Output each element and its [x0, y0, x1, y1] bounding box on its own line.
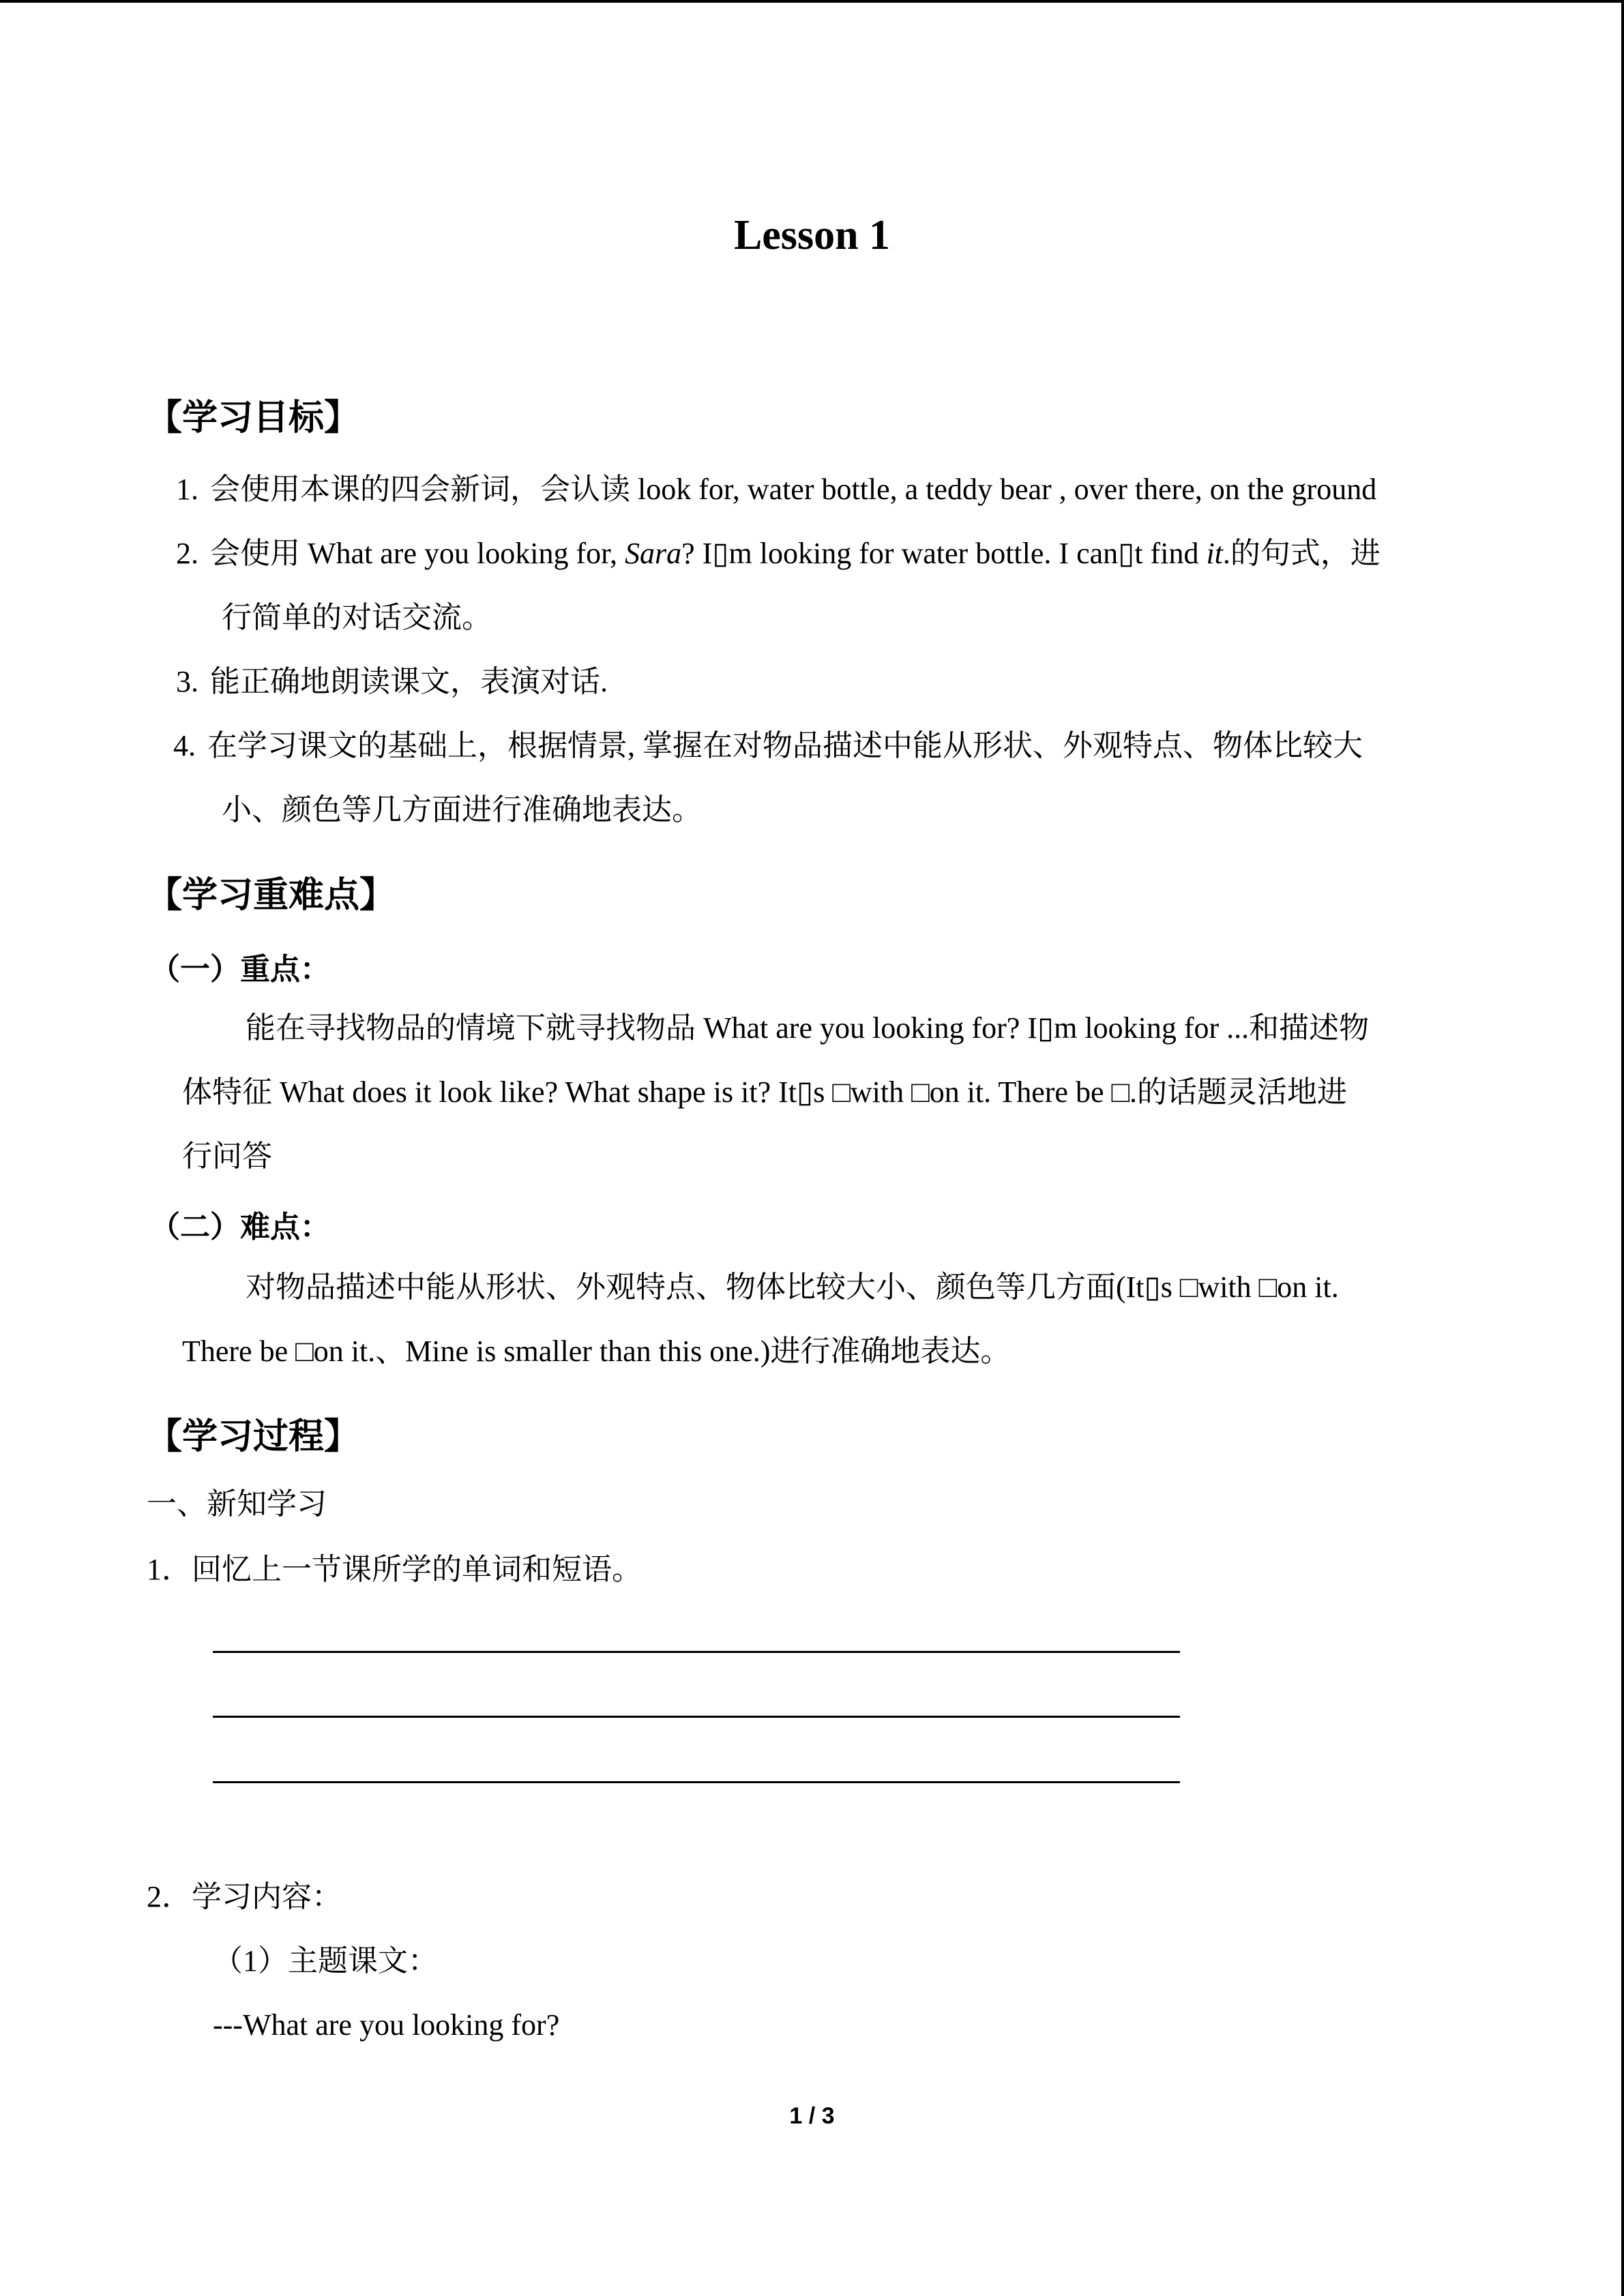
difficulty-line-1: 对物品描述中能从形状、外观特点、物体比较大小、颜色等几方面(It▯s □with □on it.	[246, 1270, 1339, 1304]
focus-line-1: 能在寻找物品的情境下就寻找物品 What are you looking for? I▯m looking for ...和描述物	[246, 1011, 1370, 1045]
page-border-right	[1621, 0, 1624, 2296]
key-points-heading: 【学习重难点】	[147, 875, 396, 916]
process-sub-1: （1）主题课文：	[213, 1944, 438, 1978]
goal-number: 2.	[176, 537, 198, 570]
goal-italic-it: it	[1206, 537, 1223, 570]
difficulty-label: （二）难点：	[150, 1210, 330, 1244]
answer-blank-line[interactable]	[213, 1651, 1180, 1653]
answer-blank-line[interactable]	[213, 1716, 1180, 1718]
goal-item-4-continued: 小、颜色等几方面进行准确地表达。	[222, 793, 702, 826]
goal-item-2	[176, 533, 1381, 574]
process-heading: 【学习过程】	[147, 1416, 360, 1457]
goal-text: 能正确地朗读课文，表演对话.	[210, 665, 608, 698]
difficulty-line-2: There be □on it.、Mine is smaller than this one.)进行准确地表达。	[182, 1335, 1011, 1368]
page-title: Lesson 1	[733, 212, 891, 258]
goal-item-3	[176, 661, 608, 702]
goal-text: 在学习课文的基础上，根据情景, 掌握在对物品描述中能从形状、外观特点、物体比较大	[207, 729, 1363, 762]
goal-item-2-continued: 行简单的对话交流。	[222, 601, 492, 634]
goal-italic-name: Sara	[625, 537, 682, 570]
goal-text: ? I▯m looking for water bottle. I can▯t find	[681, 537, 1207, 570]
goal-number: 1.	[176, 473, 198, 506]
page-border-top	[0, 0, 1624, 3]
goal-number: 4.	[173, 729, 196, 762]
answer-blank-line[interactable]	[213, 1781, 1180, 1783]
focus-line-2: 体特征 What does it look like? What shape is it? It▯s □with □on it. There be □.的话题灵活地进	[182, 1075, 1348, 1109]
goal-text: .的句式，进	[1222, 537, 1381, 570]
goal-number: 3.	[176, 665, 198, 698]
page-number: 1 / 3	[789, 2103, 835, 2129]
process-step-1: 1．回忆上一节课所学的单词和短语。	[147, 1553, 642, 1586]
goal-text: 会使用本课的四会新词，会认读 look for, water bottle, a teddy bear , over there, on the ground	[210, 473, 1377, 506]
goal-item-1	[176, 469, 1376, 510]
focus-line-3: 行问答	[182, 1139, 272, 1173]
goal-text: 会使用 What are you looking for,	[210, 537, 625, 570]
focus-label: （一）重点：	[150, 952, 330, 987]
process-part-1: 一、新知学习	[147, 1487, 327, 1521]
process-step-2: 2．学习内容：	[147, 1880, 342, 1913]
goal-item-4	[173, 726, 1363, 766]
dialog-line-1: ---What are you looking for?	[213, 2008, 560, 2042]
goals-heading: 【学习目标】	[147, 398, 360, 438]
